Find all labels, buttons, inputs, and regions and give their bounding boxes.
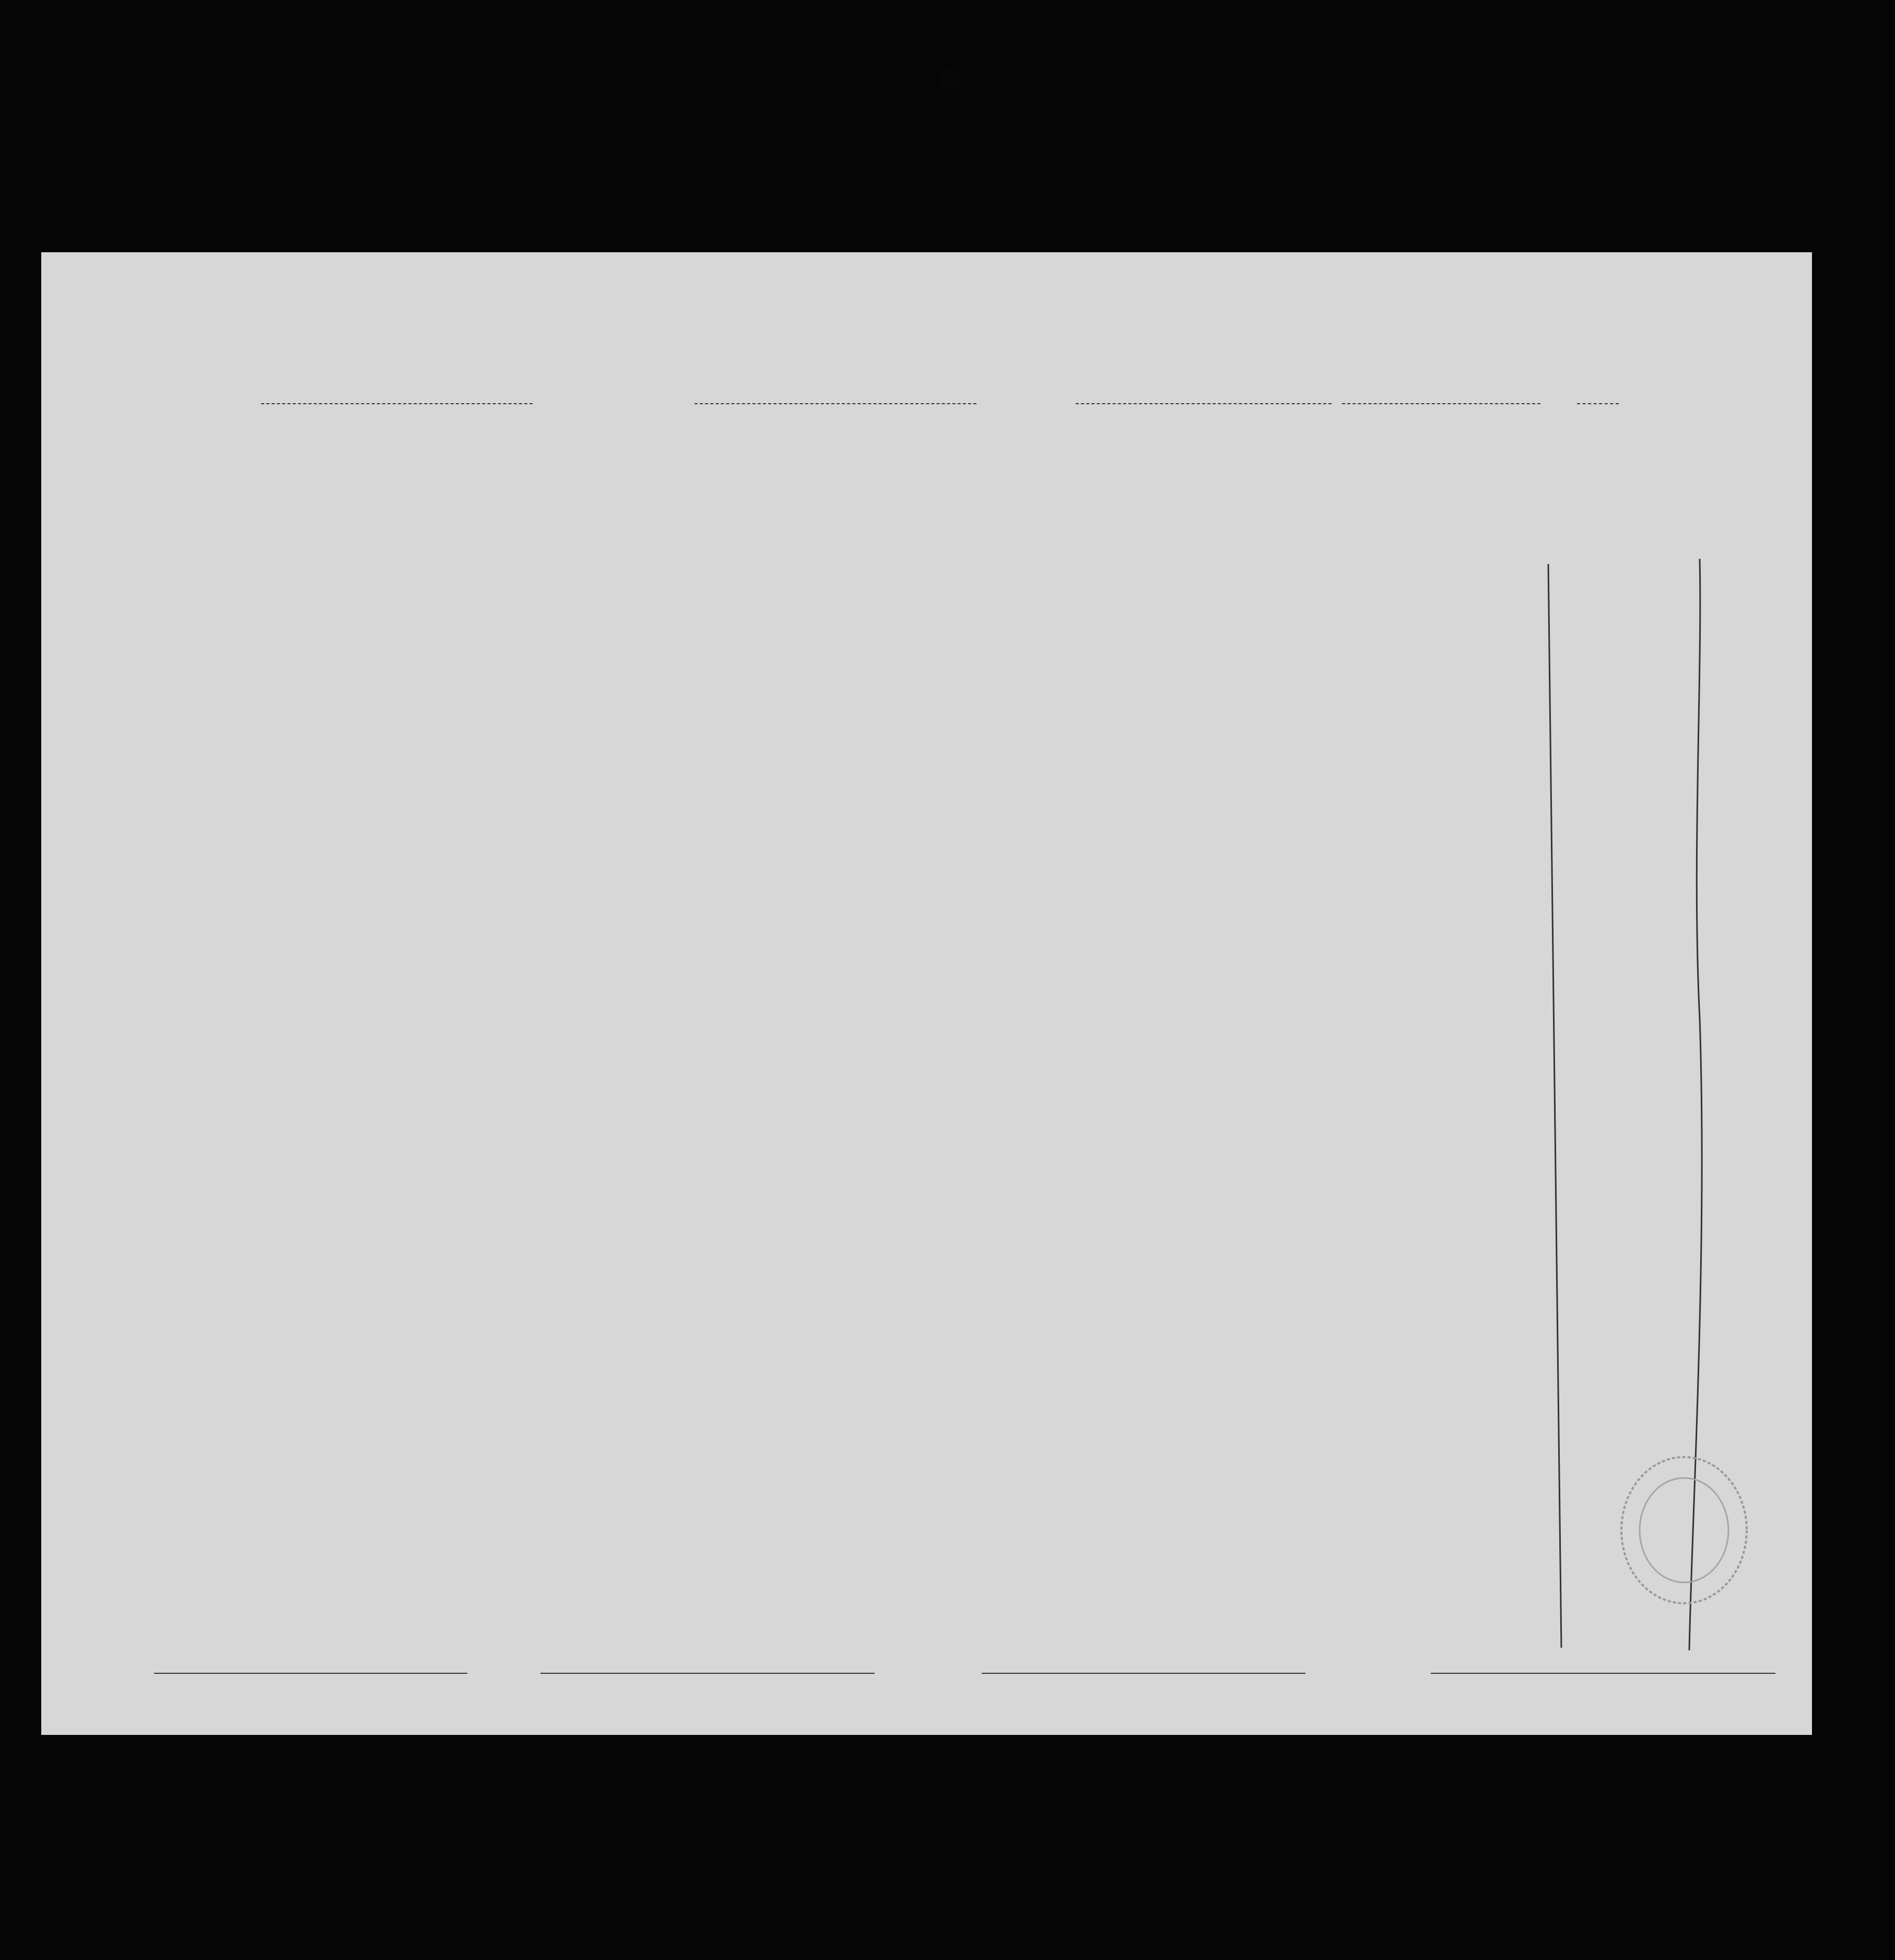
agents-fill-line [982,1673,1305,1674]
line-fill-line [154,1673,467,1674]
officer-fill-line [1431,1673,1775,1674]
owners-fill-line [540,1673,875,1674]
